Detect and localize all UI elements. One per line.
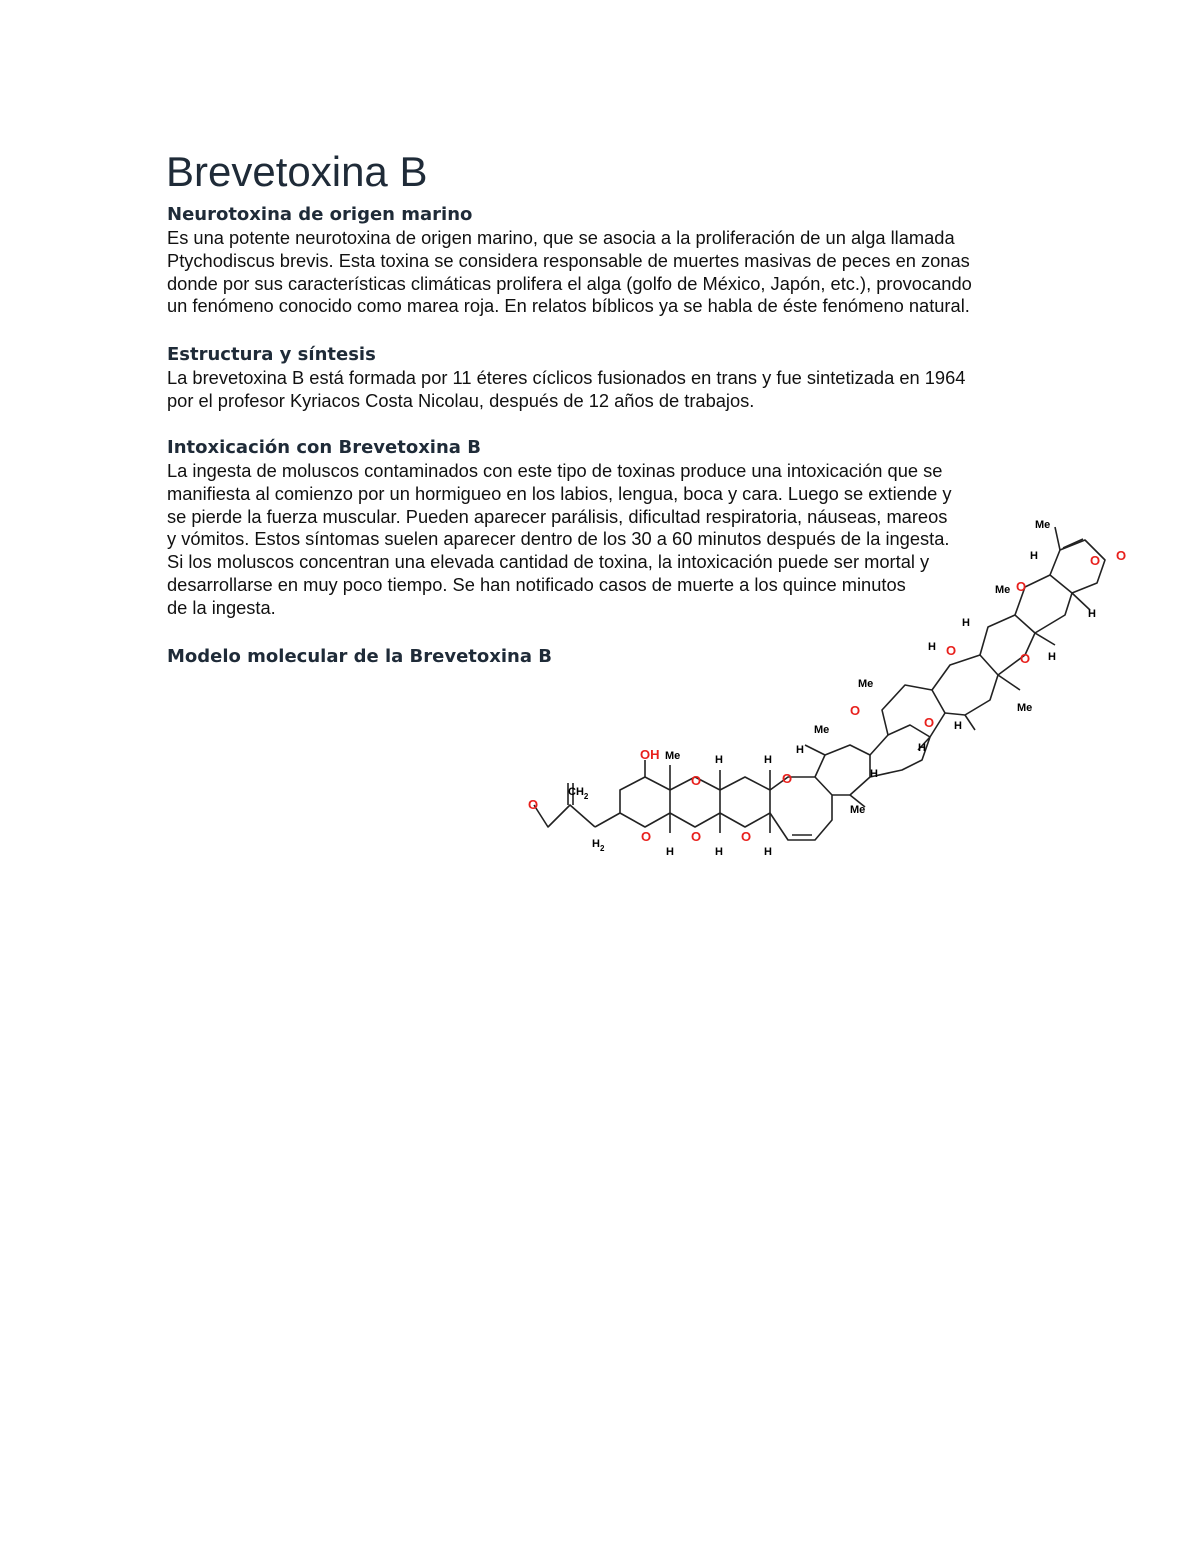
section-neurotoxina [167,203,1047,318]
oxygen-atom-label: O [1020,651,1031,666]
paragraph-line: Ptychodiscus brevis. Esta toxina se considera responsable de muertes masivas de peces en zonas [167,249,970,271]
page-title: Brevetoxina B [166,148,428,195]
paragraph-line: Es una potente neurotoxina de origen marino, que se asocia a la proliferación de un alga llamada [167,227,955,248]
hydrogen-label: H [962,617,970,629]
section-heading: Modelo molecular de la Brevetoxina B [167,646,553,667]
oxygen-atom-label: O [1090,553,1101,568]
oxygen-atom-label: O [691,773,702,788]
paragraph-line: y vómitos. Estos síntomas suelen aparecer dentro de los 30 a 60 minutos después de la ingesta. [167,528,950,550]
paragraph-line: se pierde la fuerza muscular. Pueden aparecer parálisis, dificultad respiratoria, náuseas, mareos [167,505,948,527]
methylene-label: $H_2$ [592,838,605,853]
methyl-label: Me [814,724,830,736]
paragraph-line: Si los moluscos concentran una elevada cantidad de toxina, la intoxicación puede ser mortal y [167,551,930,573]
methyl-label: Me [665,750,681,762]
hydrogen-label: H [954,720,962,732]
oxygen-atom-label: O [850,703,861,718]
paragraph-line: La ingesta de moluscos contaminados con este tipo de toxinas produce una intoxicación que se [167,460,943,481]
paragraph-line: La brevetoxina B está formada por 11 éteres cíclicos fusionados en trans y fue sintetizada en 1964 [167,367,966,388]
brevetoxin-structure-diagram [520,515,1140,865]
hydrogen-label: H [715,846,723,858]
hydrogen-label: H [928,641,936,653]
hydrogen-label: H [764,754,772,766]
oxygen-atom-label: O [924,715,935,730]
hydrogen-label: H [870,768,878,780]
oxygen-atom-label: O [641,829,652,844]
hydrogen-label: H [764,846,772,858]
methyl-label: Me [1035,519,1051,531]
hydrogen-label: H [1088,608,1096,620]
methyl-label: Me [1017,702,1033,714]
hydrogen-label: H [715,754,723,766]
paragraph-line: por el profesor Kyriacos Costa Nicolau, después de 12 años de trabajos. [167,389,755,411]
paragraph-line: de la ingesta. [167,596,276,618]
hydrogen-label: H [666,846,674,858]
section-heading: Intoxicación con Brevetoxina B [167,437,481,458]
hydrogen-label: H [1048,651,1056,663]
paragraph-line: manifiesta al comienzo por un hormigueo en los labios, lengua, boca y cara. Luego se extiende y [167,482,952,504]
oxygen-atom-label: O [946,643,957,658]
oxygen-atom-label: O [741,829,752,844]
hydrogen-label: H [918,742,926,754]
methylene-label: $CH_2$ [568,786,589,801]
section-heading: Estructura y síntesis [167,344,376,365]
section-estructura [167,343,1047,413]
paragraph-line: donde por sus características climáticas prolifera el alga (golfo de México, Japón, etc.), provocando [167,272,972,294]
section-heading: Neurotoxina de origen marino [167,204,473,225]
hydrogen-label: H [796,744,804,756]
hydroxyl-label: OH [640,747,660,762]
paragraph-line: un fenómeno conocido como marea roja. En relatos bíblicos ya se habla de éste fenómeno natural. [167,295,970,317]
methyl-label: Me [850,804,866,816]
oxygen-atom-label: O [1016,579,1027,594]
oxygen-atom-label: O [782,771,793,786]
paragraph-line: desarrollarse en muy poco tiempo. Se han notificado casos de muerte a los quince minutos [167,573,906,595]
hydrogen-label: H [1030,550,1038,562]
methyl-label: Me [858,678,874,690]
oxygen-atom-label: O [691,829,702,844]
oxygen-atom-label: O [1116,548,1127,563]
oxygen-atom-label: O [528,797,539,812]
methyl-label: Me [995,584,1011,596]
